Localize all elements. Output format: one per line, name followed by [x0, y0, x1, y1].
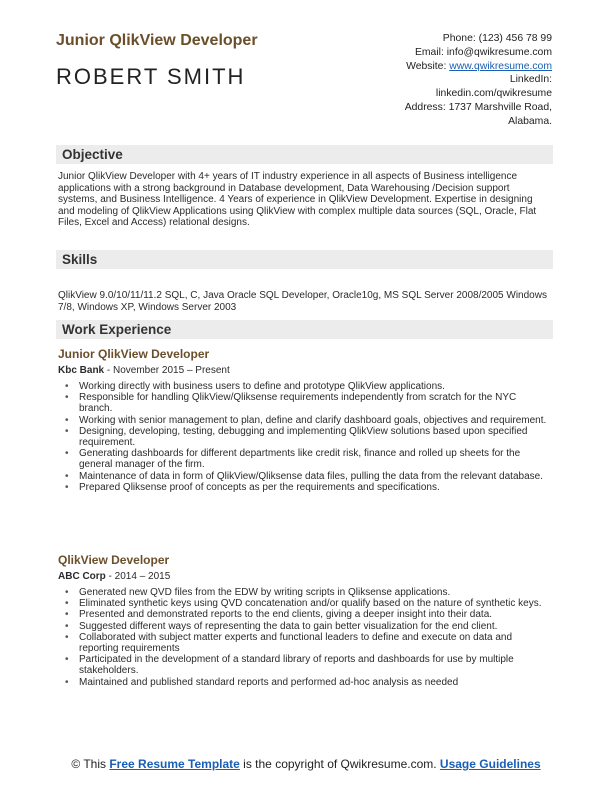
job-1-bullets	[62, 381, 552, 493]
list-item: • Generated new QVD files from the EDW by writing scripts in Qliksense applications.	[62, 587, 552, 598]
job-2-company: ABC Corp	[58, 571, 106, 582]
copyright-footer	[58, 757, 554, 771]
phone-label: Phone:	[442, 33, 476, 44]
list-item: • Eliminated synthetic keys using QVD concatenation and/or qualify based on the nature of synthetic keys.	[62, 598, 552, 609]
free-resume-template-link[interactable]: Free Resume Template	[109, 757, 240, 771]
website-link[interactable]: www.qwikresume.com	[449, 60, 552, 72]
list-item: • Working directly with business users to define and prototype QlikView applications.	[62, 381, 552, 392]
footer-prefix: © This	[71, 757, 110, 771]
candidate-name: ROBERT SMITH	[56, 64, 246, 89]
job-1-company-line	[58, 365, 230, 376]
email-line	[405, 46, 552, 60]
list-item: • Collaborated with subject matter experts and functional leaders to define and execute on data and reporting requirements	[62, 632, 552, 654]
website-label: Website:	[406, 60, 447, 72]
linkedin-value: linkedin.com/qwikresume	[435, 88, 552, 100]
job-1-title: Junior QlikView Developer	[58, 347, 210, 361]
contact-block	[405, 32, 552, 129]
objective-text: Junior QlikView Developer with 4+ years of IT industry experience in all aspects of Business intelligence applications with a strong background in Database development, Data Warehousing /Decision support systems, and Business Intelligence. 4 Years of experience in QlikView Development. Expertise in designing and modeling of QlikView Applications using QlikView with complex multiple data sources (SQL, Oracle, Flat Files, Excel and Access) relational designs.	[58, 171, 537, 228]
usage-guidelines-link[interactable]: Usage Guidelines	[439, 757, 541, 771]
job-title: Junior QlikView Developer	[56, 32, 258, 49]
job-1-dates: - November 2015 – Present	[104, 365, 230, 376]
work-experience-heading: Work Experience	[56, 320, 553, 339]
list-item: • Responsible for handling QlikView/Qliksense requirements independently from scratch for the NYC branch.	[62, 392, 552, 414]
list-item: • Maintenance of data in form of QlikView/Qliksense data files, pulling the data from the relevant database.	[62, 471, 552, 482]
job-2-title: QlikView Developer	[58, 553, 170, 567]
list-item: • Generating dashboards for different departments like credit risk, finance and rolled up sheets for the general manager of the firm.	[62, 448, 552, 470]
list-item: • Prepared Qliksense proof of concepts as per the requirements and specifications.	[62, 482, 552, 493]
list-item: • Working with senior management to plan, define and clarify dashboard goals, objectives and requirement.	[62, 415, 552, 426]
list-item: • Suggested different ways of representing the data to gain better visualization for the end client.	[62, 621, 552, 632]
phone-value: (123) 456 78 99	[478, 33, 552, 44]
job-2-dates: - 2014 – 2015	[105, 571, 171, 582]
skills-text: QlikView 9.0/10/11/11.2 SQL, C, Java Oracle SQL Developer, Oracle10g, MS SQL Server 2008/2005 Windows 7/8, Windows XP, Windows Server 2003	[58, 290, 547, 313]
job-2-bullets	[62, 587, 552, 688]
objective-heading: Objective	[56, 145, 553, 164]
website-line	[405, 60, 552, 74]
email-value: info@qwikresume.com	[446, 46, 552, 58]
address-line	[405, 101, 552, 115]
list-item: • Maintained and published standard reports and performed ad-hoc analysis as needed	[62, 677, 552, 688]
linkedin-label: LinkedIn:	[509, 74, 552, 86]
address-line1: 1737 Marshville Road,	[448, 101, 552, 113]
email-label: Email:	[414, 46, 444, 58]
address-line2: Alabama.	[508, 115, 552, 127]
list-item: • Presented and demonstrated reports to the end clients, giving a deeper insight into their data.	[62, 609, 552, 620]
list-item: • Participated in the development of a standard library of reports and dashboards for use by multiple stakeholders.	[62, 654, 552, 676]
footer-middle: is the copyright of Qwikresume.com.	[239, 757, 440, 771]
job-2-company-line	[58, 571, 170, 582]
job-1-company: Kbc Bank	[58, 365, 105, 376]
resume-header	[56, 32, 552, 128]
skills-heading: Skills	[56, 250, 553, 269]
address-label: Address:	[404, 101, 446, 113]
list-item: • Designing, developing, testing, debugging and implementing QlikView solutions based upon specified requirement.	[62, 426, 552, 448]
phone-line	[405, 32, 552, 46]
